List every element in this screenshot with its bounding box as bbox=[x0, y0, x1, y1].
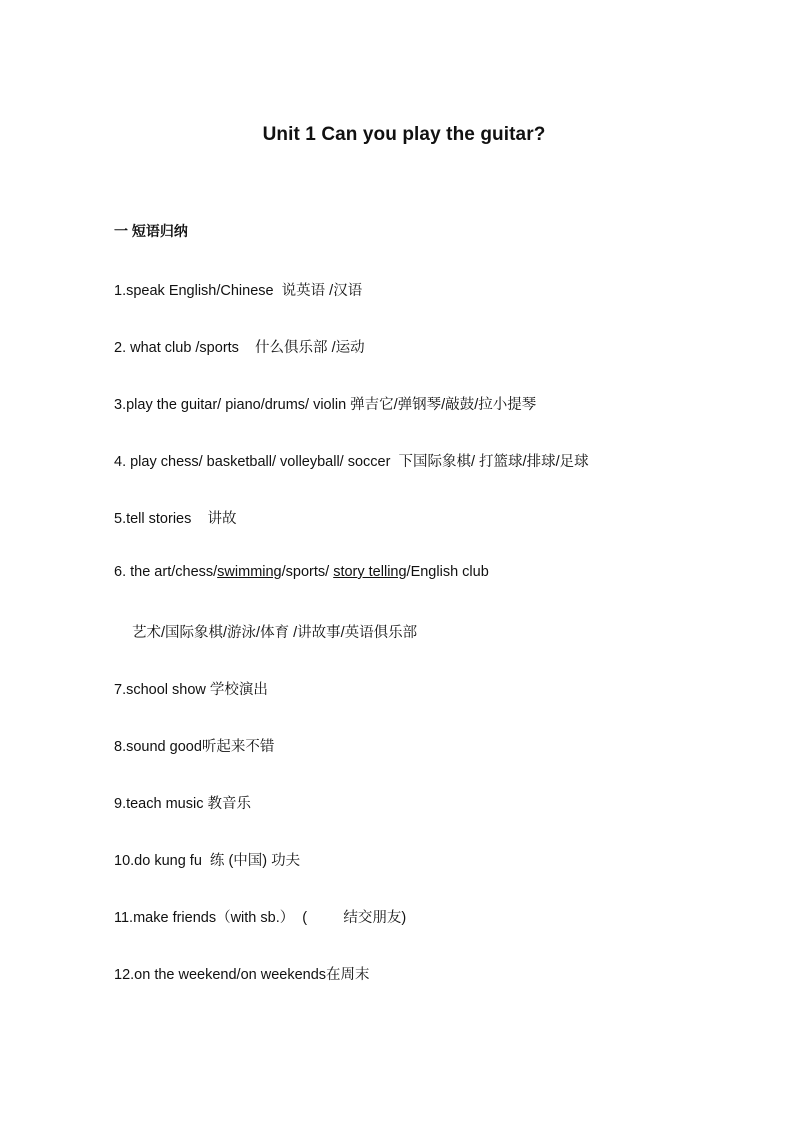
phrase-item-3: 3.play the guitar/ piano/drums/ violin 弹吉它/弹钢琴/敲鼓/拉小提琴 bbox=[114, 397, 537, 413]
phrase-item-2: 2. what club /sports 什么俱乐部 /运动 bbox=[114, 340, 365, 356]
phrase-item-11: 11.make friends（with sb.） ( 结交朋友) bbox=[114, 910, 407, 926]
phrase-item-7: 7.school show 学校演出 bbox=[114, 682, 268, 698]
phrase-item-6-translation: 艺术/国际象棋/游泳/体育 /讲故事/英语俱乐部 bbox=[132, 625, 418, 641]
phrase-item-6 bbox=[114, 564, 489, 580]
phrase-item-10: 10.do kung fu 练 (中国) 功夫 bbox=[114, 853, 301, 869]
phrase-item-5: 5.tell stories 讲故 bbox=[114, 511, 237, 527]
phrase-item-6-part1: 6. the art/chess/ bbox=[114, 564, 218, 580]
phrase-item-6-underlined-story-telling: story telling bbox=[333, 564, 407, 580]
page-title: Unit 1 Can you play the guitar? bbox=[262, 124, 546, 145]
phrase-item-1: 1.speak English/Chinese 说英语 /汉语 bbox=[114, 283, 363, 299]
phrase-item-6-underlined-swimming: swimming bbox=[217, 564, 282, 580]
phrase-item-9: 9.teach music 教音乐 bbox=[114, 796, 251, 812]
phrase-item-6-part2: /sports/ bbox=[281, 564, 334, 580]
section-heading: 一 短语归纳 bbox=[114, 223, 188, 239]
phrase-item-6-part3: /English club bbox=[406, 564, 489, 580]
phrase-item-12: 12.on the weekend/on weekends在周末 bbox=[114, 967, 370, 983]
phrase-item-4: 4. play chess/ basketball/ volleyball/ soccer 下国际象棋/ 打篮球/排球/足球 bbox=[114, 454, 589, 470]
phrase-item-8: 8.sound good听起来不错 bbox=[114, 739, 275, 755]
